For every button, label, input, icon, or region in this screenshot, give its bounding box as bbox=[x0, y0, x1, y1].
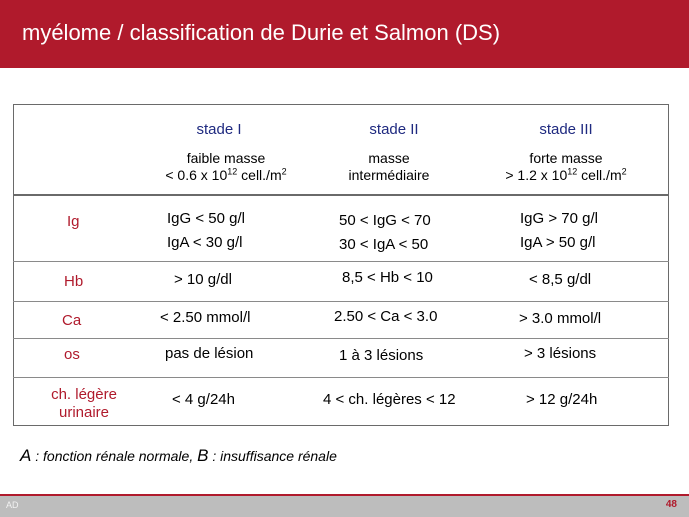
slide-title: myélome / classification de Durie et Salmon (DS) bbox=[22, 20, 501, 45]
ig-stage-1 bbox=[167, 207, 245, 255]
ig-stage-3 bbox=[520, 207, 598, 255]
footnote-a-text: : fonction rénale normale, bbox=[31, 448, 198, 464]
stage-3-desc-line1: forte masse bbox=[529, 150, 603, 166]
stage-3-description bbox=[505, 150, 626, 184]
row-label-ig: Ig bbox=[67, 213, 80, 230]
light-chain-stage-1: < 4 g/24h bbox=[172, 391, 235, 408]
light-chain-stage-3: > 12 g/24h bbox=[526, 391, 598, 408]
ig-stage-2-iga: 30 < IgA < 50 bbox=[339, 236, 429, 253]
stage-1-description bbox=[165, 150, 286, 184]
row-divider-ca bbox=[13, 338, 669, 339]
footer-author: AD bbox=[6, 500, 19, 510]
ca-stage-3: > 3.0 mmol/l bbox=[519, 310, 602, 327]
light-chain-stage-2: 4 < ch. légères < 12 bbox=[323, 391, 456, 408]
ig-stage-1-igg: IgG < 50 g/l bbox=[167, 210, 245, 227]
row-divider-ig bbox=[13, 261, 669, 262]
ig-stage-3-iga: IgA > 50 g/l bbox=[520, 234, 596, 251]
row-label-os: os bbox=[64, 346, 80, 363]
stage-2-desc-line2: intermédiaire bbox=[348, 167, 430, 183]
os-stage-1: pas de lésion bbox=[165, 345, 254, 362]
stage-2-header: stade II bbox=[369, 121, 419, 138]
row-label-light-chain-line1: ch. légère bbox=[51, 386, 117, 403]
row-label-hb: Hb bbox=[64, 273, 84, 290]
page-number: 48 bbox=[665, 499, 677, 510]
header-divider bbox=[13, 194, 669, 196]
row-label-ca: Ca bbox=[62, 312, 82, 329]
stage-2-desc-line1: masse bbox=[368, 150, 410, 166]
hb-stage-3: < 8,5 g/dl bbox=[529, 271, 592, 288]
row-divider-hb bbox=[13, 301, 669, 302]
footer-accent-line bbox=[0, 494, 689, 496]
footnote bbox=[20, 446, 337, 466]
stage-1-header: stade I bbox=[196, 121, 242, 138]
ig-stage-1-iga: IgA < 30 g/l bbox=[167, 234, 243, 251]
stage-3-desc-line2: > 1.2 x $10^{12}$ $cell./m^2$ bbox=[505, 166, 627, 183]
footer-band bbox=[0, 494, 689, 517]
row-divider-os bbox=[13, 377, 669, 378]
hb-stage-2: 8,5 < Hb < 10 bbox=[342, 269, 433, 286]
hb-stage-1: > 10 g/dl bbox=[174, 271, 232, 288]
ig-stage-3-igg: IgG > 70 g/l bbox=[520, 210, 598, 227]
footnote-a: A bbox=[20, 446, 32, 465]
stage-1-desc-line1: faible masse bbox=[186, 150, 266, 166]
footnote-b: B bbox=[197, 446, 209, 465]
row-label-light-chain-line2: urinaire bbox=[58, 404, 110, 421]
ca-stage-1: < 2.50 mmol/l bbox=[160, 309, 251, 326]
footnote-b-text: : insuffisance rénale bbox=[208, 448, 337, 464]
stage-3-header: stade III bbox=[539, 121, 593, 138]
stage-2-description bbox=[349, 150, 430, 184]
stage-1-desc-line2: < 0.6 x $10^{12}$ $cell./m^2$ bbox=[165, 166, 287, 183]
ig-stage-2 bbox=[339, 209, 431, 257]
ca-stage-2: 2.50 < Ca < 3.0 bbox=[334, 308, 438, 325]
os-stage-3: > 3 lésions bbox=[524, 345, 597, 362]
row-label-light-chain bbox=[51, 386, 117, 422]
os-stage-2: 1 à 3 lésions bbox=[339, 347, 424, 364]
ig-stage-2-igg: 50 < IgG < 70 bbox=[339, 212, 431, 229]
